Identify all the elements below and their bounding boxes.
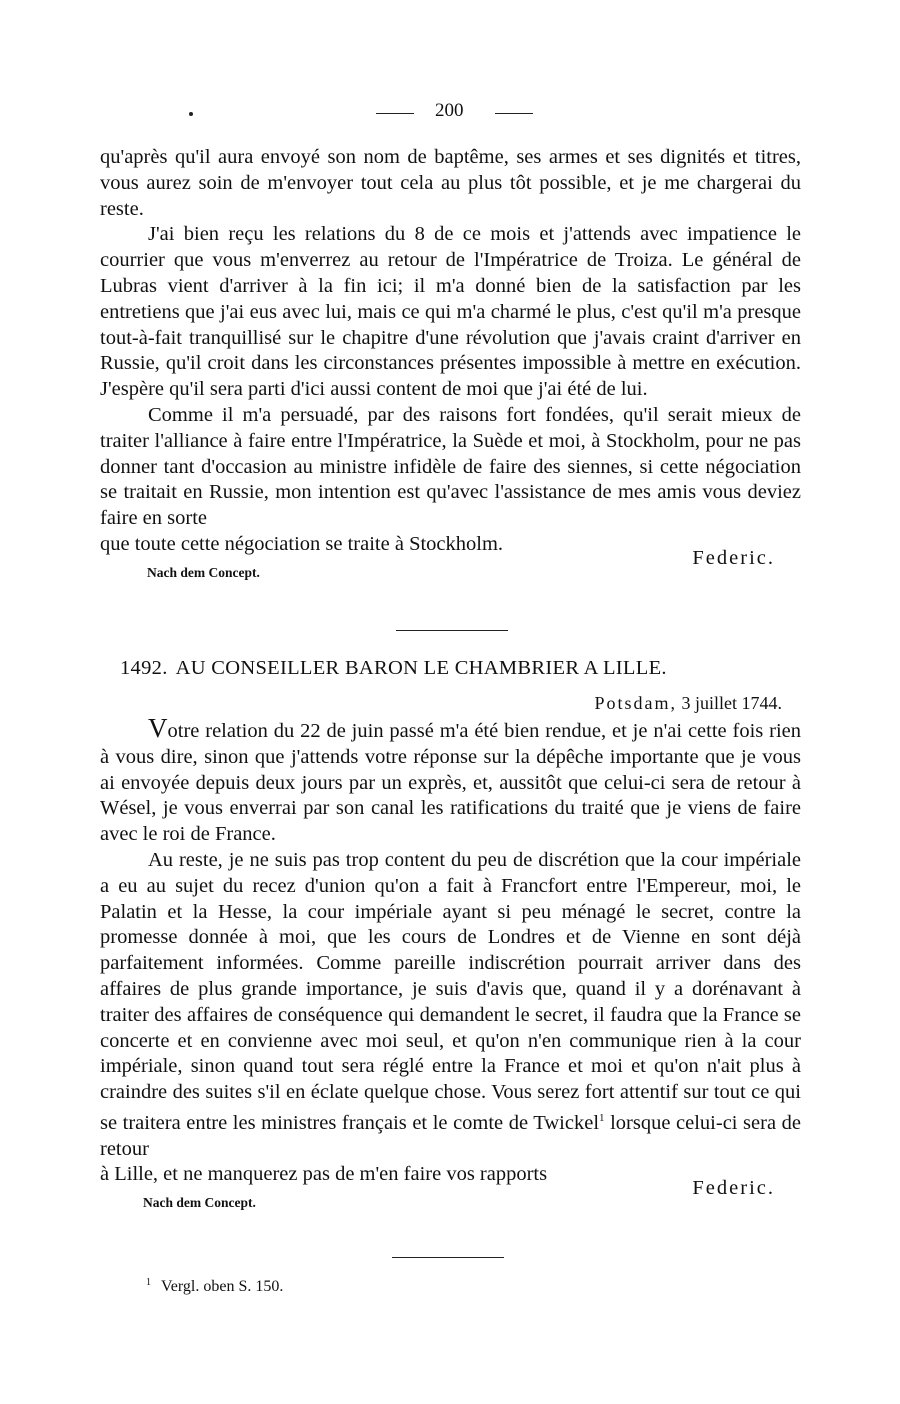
closing-line: [100, 1162, 801, 1200]
paragraph: Comme il m'a persuadé, par des raisons fort fondées, qu'il serait mieux de traiter l'alliance à faire entre l'Impératrice, la Suède et moi, à Stockholm, pour ne pas donner tant d'occasion au ministre infidèle de faire des siennes, si cette négociation se traitait en Russie, mon intention est qu'avec l'assistance de mes amis vous deviez faire en sorte: [100, 403, 801, 530]
section-rule: [396, 630, 508, 631]
stray-dot: [189, 112, 193, 116]
letter-number: 1492.: [120, 657, 168, 679]
signature: Federic.: [692, 546, 775, 569]
signature: Federic.: [692, 1177, 775, 1200]
header-dash-left: [376, 113, 414, 114]
place-date: [594, 693, 782, 714]
closing-line: [100, 532, 801, 569]
paragraph: J'ai bien reçu les relations du 8 de ce mois et j'attends avec impatience le courrier que vous m'enverrez au retour de l'Impératrice de Troiza. Le général de Lubras vient d'arriver à la fin ici; il m'a donné bien de la satisfaction par les entretiens que j'ai eus avec lui, mais ce qui m'a charmé le plus, c'est qu'il m'a presque tout-à-fait tranquillisé sur le chapitre d'une révolution que j'avais craint d'arriver en Russie, qu'il croit dans les circonstances présentes impossible à mettre en exécution. J'espère qu'il sera parti d'ici aussi content de moi que j'ai été de lui.: [100, 223, 801, 401]
paragraph: qu'après qu'il aura envoyé son nom de baptême, ses armes et ses dignités et titres, vous aurez soin de m'envoyer tout cela au plus tôt possible, et je me chargerai du reste.: [100, 146, 801, 220]
date: 3 juillet 1744.: [681, 693, 782, 713]
paragraph: Votre relation du 22 de juin passé m'a été bien rendue, et je n'ai cette fois rien à vous dire, sinon que j'attends votre réponse sur la dépêche importante que je vous ai envoyée depuis deux jours par un exprès, et, aussitôt que celui-ci sera de retour à Wésel, je vous enverrai par son canal les ratifications du traité que je viens de faire avec le roi de France.: [100, 713, 801, 846]
paragraph: Au reste, je ne suis pas trop content du peu de discrétion que la cour impériale a eu au sujet du recez d'union qu'on a fait à Francfort entre l'Empereur, moi, le Palatin et la Hesse, la cour impériale ayant si peu ménagé le secret, contre la promesse donnée à moi, que les cours de Londres et de Vienne en sont déjà parfaitement informées. Comme pareille indiscrétion pourrait arriver dans des affaires de plus grande importance, je suis d'avis que, quand il y a dorénavant à traiter des affaires de conséquence qui demandent le secret, il faudra que la France se concerte et en convienne avec moi seul, et qu'on n'en communique rien à la cour impériale, sinon quand tout sera réglé entre la France et moi et qu'on n'ait plus à craindre des suites s'il en éclate quelque chose. Vous serez fort attentif sur tout ce qui se traitera entre les ministres français et le comte de Twickel$^1$ lorsque celui-ci sera de retour: [100, 848, 801, 1160]
letter-1491-end: [100, 145, 801, 586]
paragraph-last-line: que toute cette négociation se traite à Stockholm.: [100, 532, 504, 555]
paragraph-last-line: à Lille, et ne manquerez pas de m'en faire vos rapports: [100, 1163, 548, 1186]
source-note: Nach dem Concept.: [143, 1195, 256, 1211]
footnote-text: Vergl. oben S. 150.: [161, 1278, 284, 1296]
letter-1492-body: [100, 713, 801, 1216]
initial-letter: V: [148, 713, 168, 743]
footnote-marker: 1: [599, 1111, 605, 1124]
header-dash-right: [495, 113, 533, 114]
source-note: Nach dem Concept.: [147, 564, 260, 580]
place: Potsdam,: [594, 693, 677, 713]
footnote-rule: [392, 1257, 504, 1258]
letter-heading: [100, 657, 801, 680]
page-number: 200: [435, 100, 464, 121]
footnote-marker: 1: [146, 1277, 151, 1288]
letter-title: AU CONSEILLER BARON LE CHAMBRIER A LILLE.: [175, 657, 667, 679]
page-header: [0, 100, 900, 126]
footnote: [146, 1277, 283, 1296]
